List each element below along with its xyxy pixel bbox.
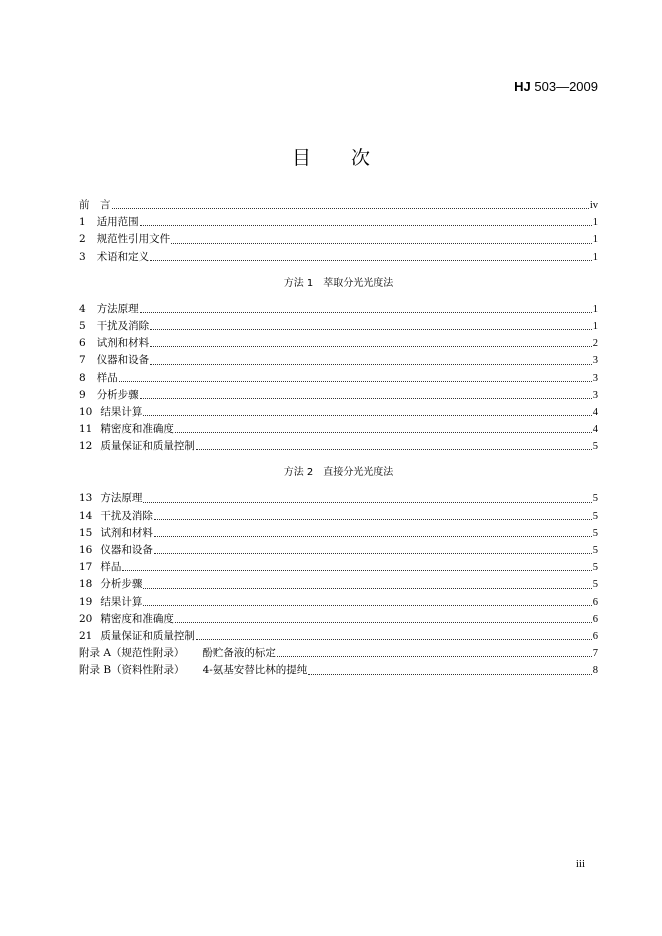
toc-entry-number: 13 [79,492,93,505]
toc-entry[interactable] [79,594,598,611]
toc-dot-leader [277,655,592,657]
toc-entry-page: 5 [592,545,598,556]
toc-entry-number: 前 言 [79,199,111,211]
toc-entry-label: 分析步骤 [96,388,139,401]
toc-entry-number: 10 [79,405,93,418]
toc-dot-leader [140,397,592,399]
toc-entry[interactable] [79,318,598,335]
page-number: iii [575,858,585,870]
toc-entry-number: 7 [79,354,86,367]
toc-entry-page: 5 [592,510,598,522]
toc-entry-page: 8 [592,665,598,677]
page-title-char-2: 次 [351,147,371,169]
toc-entry-number: 附录 A（规范性附录） [79,647,185,660]
toc-entry-page: 1 [592,320,598,332]
toc-entry-number: 17 [79,561,93,574]
toc-entry[interactable] [79,542,598,559]
toc-entry-label: 试剂和材料 [100,526,153,539]
toc-entry-page: 3 [592,372,598,384]
toc-entry-number: 1 [79,216,86,229]
toc-entry[interactable] [79,231,598,248]
toc-entry-page: 6 [592,613,598,625]
standard-code [514,79,598,94]
toc-entry-label: 规范性引用文件 [96,233,171,246]
toc-section-heading: 方法 2 直接分光光度法 [283,467,394,479]
toc-entry-page: 5 [592,562,598,574]
toc-entry-number: 16 [79,544,93,556]
toc-entry[interactable] [79,387,598,404]
toc-entry-label: 4-氨基安替比林的提纯 [202,664,308,677]
toc-entry[interactable] [79,249,598,266]
toc-dot-leader [150,363,592,365]
toc-dot-leader [150,345,592,347]
toc-entry-number: 12 [79,440,93,453]
page-title [0,143,662,170]
toc-entry[interactable] [79,438,598,455]
toc-entry-label: 方法原理 [96,302,139,315]
toc-dot-leader [143,604,591,606]
toc-entry-number: 附录 B（资料性附录） [79,664,185,677]
toc-entry-number: 8 [79,371,86,384]
toc-entry[interactable] [79,301,598,318]
toc-dot-leader [143,414,591,416]
standard-code-number: 503—2009 [530,79,598,94]
toc-entry-number: 3 [79,250,86,263]
toc-entry[interactable] [79,508,598,525]
toc-entry-page: 6 [592,596,598,608]
toc-entry-number: 2 [79,233,86,246]
toc-dot-leader [154,552,592,554]
toc-dot-leader [150,328,592,330]
toc-entry-page: 7 [592,648,598,660]
toc-group [79,464,598,679]
toc-entry-page: 1 [592,303,598,315]
toc-entry-number: 9 [79,388,86,401]
toc-dot-leader [140,311,592,313]
toc-entry-label: 干扰及消除 [96,319,150,332]
toc-entry-label: 结果计算 [100,595,143,608]
toc-entry-label: 质量保证和质量控制 [100,629,195,642]
toc-dot-leader [196,448,592,450]
toc-entry[interactable] [79,576,598,593]
toc-entry[interactable] [79,335,598,352]
toc-dot-leader [175,621,592,623]
toc-entry-label: 样品 [96,371,118,384]
toc-entry[interactable] [79,352,598,369]
standard-code-prefix: HJ [514,79,531,94]
toc-entry-number: 15 [79,526,93,539]
toc-entry[interactable] [79,662,598,679]
toc-entry[interactable] [79,559,598,576]
toc-dot-leader [140,224,592,226]
toc-entry[interactable] [79,490,598,507]
toc-entry-label: 结果计算 [100,405,143,418]
toc-dot-leader [122,569,591,571]
toc-entry-page: 3 [592,355,598,367]
toc-entry[interactable] [79,611,598,628]
toc-entry-label: 仪器和设备 [100,544,153,556]
toc-entry-number: 18 [79,578,93,591]
toc-entry-page: 5 [592,493,598,505]
toc-entry-page: 4 [592,406,598,418]
toc-entry-number: 11 [79,423,93,436]
toc-entry[interactable] [79,421,598,438]
toc-entry[interactable] [79,214,598,231]
toc-entry[interactable] [79,370,598,387]
toc-entry-label: 适用范围 [96,216,139,229]
toc-entry-page: 5 [592,527,598,539]
toc-entry-page: 5 [592,441,598,453]
toc-entry-label: 质量保证和质量控制 [100,440,195,453]
toc-dot-leader [119,380,592,382]
toc-dot-leader [112,207,589,209]
toc-entry-label: 方法原理 [100,492,143,505]
toc-entry-label: 分析步骤 [100,578,143,591]
toc-dot-leader [143,501,591,503]
toc-entry-label: 干扰及消除 [100,509,153,522]
toc-entry-page: 1 [592,234,598,246]
toc-section-heading: 方法 1 萃取分光光度法 [283,277,394,289]
toc-entry-page: 5 [592,579,598,591]
toc-dot-leader [308,673,591,675]
toc-entry-number: 19 [79,595,93,608]
toc-entry-page: 4 [592,424,598,436]
toc-entry-label: 样品 [100,561,122,574]
toc-entry-number: 6 [79,337,86,350]
toc-entry[interactable] [79,525,598,542]
toc-entry[interactable] [79,645,598,662]
toc-entry-page: 1 [592,251,598,263]
toc-entry[interactable] [79,628,598,645]
toc-entry-label: 精密度和准确度 [100,612,174,625]
table-of-contents [79,197,598,680]
toc-dot-leader [171,242,592,244]
toc-entry-label: 术语和定义 [96,250,150,263]
toc-entry-label: 酚贮备液的标定 [202,647,276,660]
toc-entry-number: 20 [79,612,93,625]
toc-group [79,275,598,456]
toc-entry-number: 4 [79,302,86,315]
toc-entry[interactable] [79,197,598,214]
toc-entry-page: 6 [592,630,598,642]
toc-entry-number: 21 [79,629,93,642]
toc-entry-label: 仪器和设备 [96,354,150,367]
toc-dot-leader [143,587,591,589]
toc-group [79,197,598,266]
toc-dot-leader [175,431,592,433]
toc-dot-leader [154,518,592,520]
toc-entry-label: 试剂和材料 [96,337,150,350]
toc-entry-page: 2 [592,338,598,350]
toc-entry-number: 14 [79,509,93,522]
toc-dot-leader [150,259,592,261]
page-title-char-1: 目 [291,147,311,169]
toc-dot-leader [196,638,592,640]
toc-entry-page: 3 [592,389,598,401]
toc-entry-label: 精密度和准确度 [100,423,174,436]
toc-entry-page: iv [589,200,598,211]
toc-entry-number: 5 [79,319,86,332]
toc-entry[interactable] [79,404,598,421]
toc-dot-leader [154,535,592,537]
toc-entry-page: 1 [592,217,598,229]
